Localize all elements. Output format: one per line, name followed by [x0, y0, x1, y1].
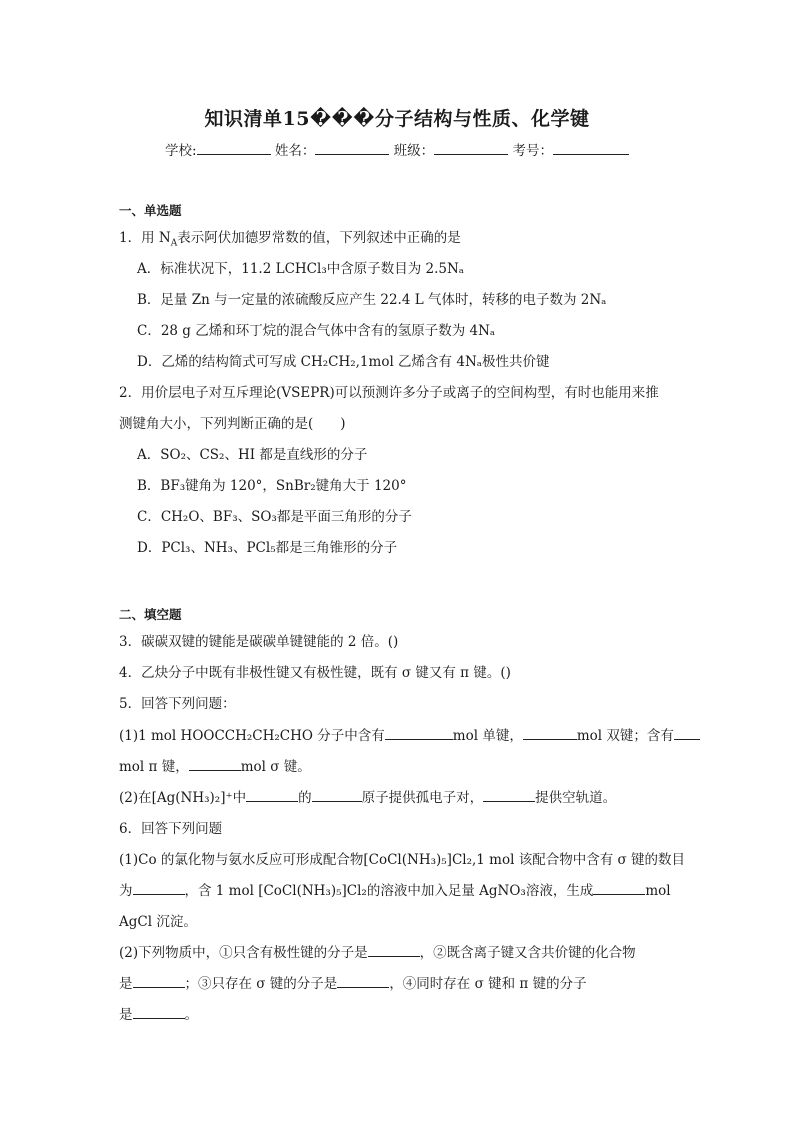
question-2-option-a: A．SO₂、CS₂、HI 都是直线形的分子 — [137, 447, 368, 463]
question-2-option-c: C．CH₂O、BF₃、SO₃都是平面三角形的分子 — [137, 509, 412, 525]
answer-blank[interactable] — [189, 758, 241, 771]
exam-no-field[interactable] — [553, 140, 629, 155]
question-1-option-b: B．足量 Zn 与一定量的浓硫酸反应产生 22.4 L 气体时，转移的电子数为 2Nₐ — [137, 292, 607, 308]
page-title: 知识清单15���分子结构与性质、化学键 — [204, 108, 590, 130]
section-heading-single-choice: 一、单选题 — [119, 203, 182, 218]
answer-blank[interactable] — [312, 789, 362, 802]
question-4: 4．乙炔分子中既有非极性键又有极性键，既有 σ 键又有 π 键。() — [119, 665, 511, 681]
answer-blank[interactable] — [593, 882, 645, 895]
question-2-option-d: D．PCl₃、NH₃、PCl₅都是三角锥形的分子 — [137, 540, 398, 556]
exam-no-label: 考号： — [512, 143, 553, 159]
question-6-stem: 6．回答下列问题 — [119, 821, 223, 837]
question-5-part-1-line-1: (1)1 mol HOOCCH₂CH₂CHO 分子中含有 mol 单键， mol 双键；含有 — [119, 727, 700, 745]
question-5-part-2: (2)在[Ag(NH₃)₂]⁺中 的 原子提供孤电子对， 提供空轨道。 — [119, 790, 617, 806]
question-6-part-2-line-1: (2)下列物质中，①只含有极性键的分子是 ，②既含离子键又含共价键的化合物 — [119, 945, 636, 961]
question-3: 3．碳碳双键的键能是碳碳单键键能的 2 倍。() — [119, 634, 399, 650]
answer-blank[interactable] — [133, 975, 185, 988]
question-6-part-1-line-3: AgCl 沉淀。 — [119, 914, 197, 930]
answer-blank[interactable] — [674, 727, 700, 740]
question-2-stem-line-2: 测键角大小，下列判断正确的是( ) — [119, 416, 346, 432]
answer-blank[interactable] — [246, 789, 298, 802]
question-5-stem: 5．回答下列问题： — [119, 696, 236, 712]
class-label: 班级： — [393, 143, 435, 159]
answer-blank[interactable] — [385, 727, 453, 740]
question-6-part-2-line-2: 是 ；③只存在 σ 键的分子是 ，④同时存在 σ 键和 π 键的分子 — [119, 976, 587, 992]
question-6-part-2-line-3: 是 。 — [119, 1007, 198, 1023]
class-field[interactable] — [434, 140, 508, 155]
name-field[interactable] — [315, 140, 389, 155]
question-6-part-1-line-1: (1)Co 的氯化物与氨水反应可形成配合物[CoCl(NH₃)₅]Cl₂,1 mol 该配合物中含有 σ 键的数目 — [119, 852, 686, 868]
answer-blank[interactable] — [368, 944, 420, 957]
question-1-option-a: A．标准状况下，11.2 LCHCl₃中含原子数目为 2.5Nₐ — [137, 261, 465, 277]
answer-blank[interactable] — [337, 975, 389, 988]
school-field[interactable] — [197, 140, 271, 155]
question-6-part-1-line-2: 为 ，含 1 mol [CoCl(NH₃)₅]Cl₂的溶液中加入足量 AgNO₃溶液，生成 mol — [119, 883, 671, 899]
name-label: 姓名： — [274, 143, 316, 159]
question-1-option-d: D．乙烯的结构简式可写成 CH₂CH₂,1mol 乙烯含有 4Nₐ极性共价键 — [137, 354, 550, 370]
question-5-part-1-line-2: mol π 键， mol σ 键。 — [119, 759, 311, 775]
answer-blank[interactable] — [483, 789, 535, 802]
answer-blank[interactable] — [523, 727, 577, 740]
question-1-stem: 1．用 $N_A$表示阿伏加德罗常数的值，下列叙述中正确的是 — [119, 230, 461, 249]
question-2-stem-line-1: 2．用价层电子对互斥理论(VSEPR)可以预测许多分子或离子的空间构型，有时也能用来推 — [119, 385, 659, 401]
section-heading-fill-blank: 二、填空题 — [119, 607, 182, 622]
question-2-option-b: B．BF₃键角为 120°，SnBr₂键角大于 120° — [137, 478, 407, 494]
answer-blank[interactable] — [133, 1006, 185, 1019]
school-label: 学校: — [165, 143, 197, 159]
answer-blank[interactable] — [133, 882, 185, 895]
student-info-line — [0, 139, 794, 159]
question-1-option-c: C．28 g 乙烯和环丁烷的混合气体中含有的氢原子数为 4Nₐ — [137, 323, 496, 339]
